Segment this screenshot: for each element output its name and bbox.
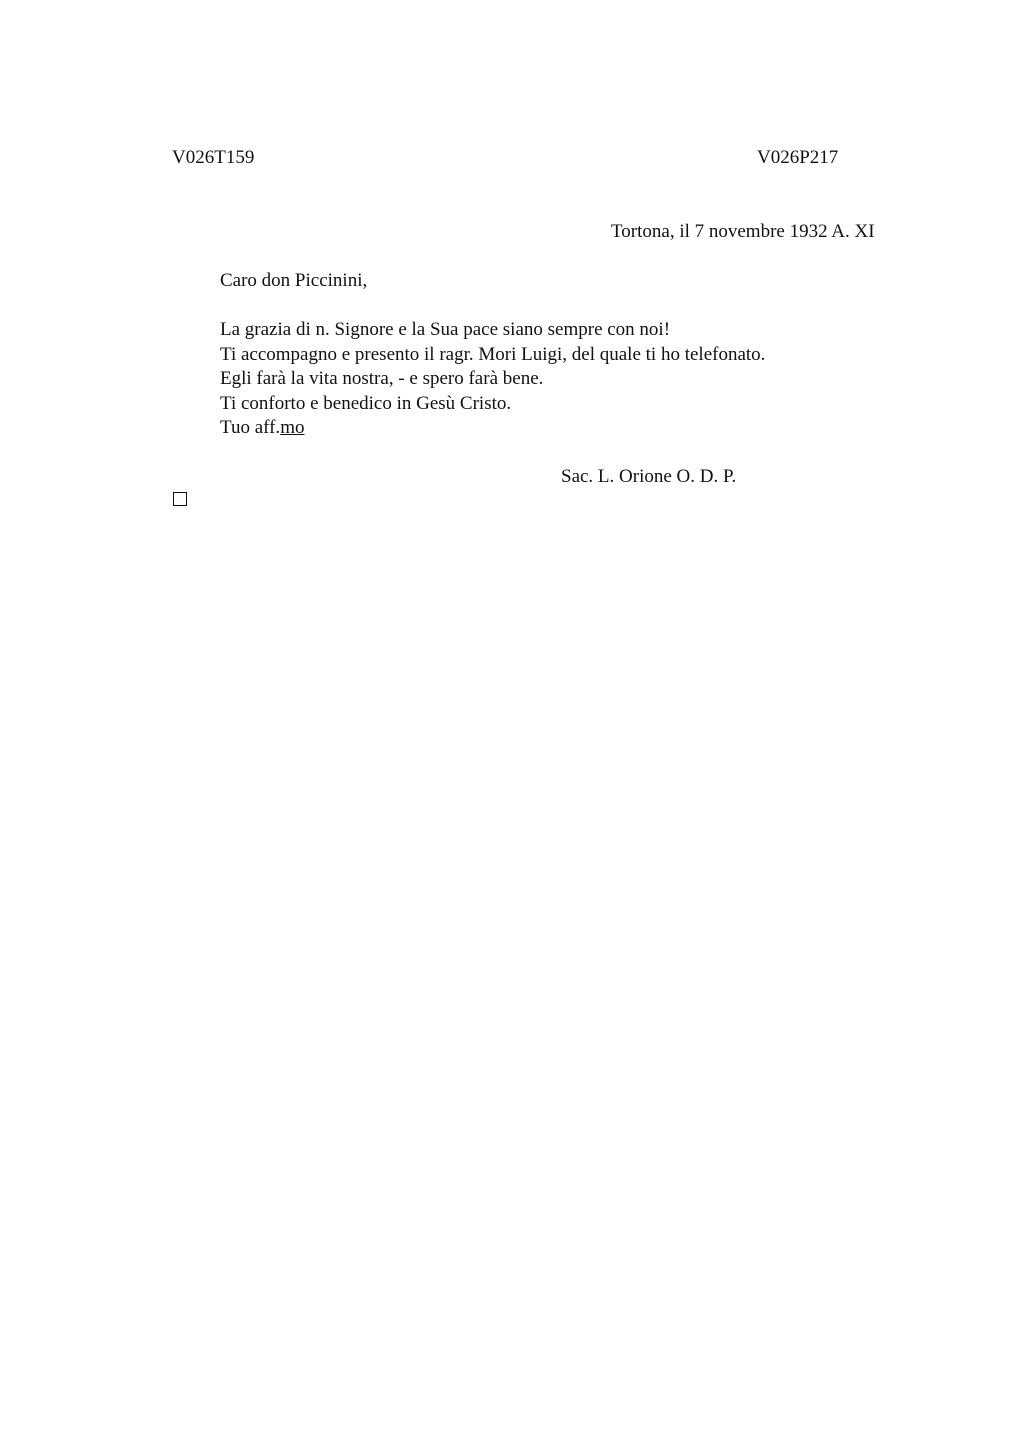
end-marker-box-icon [173, 492, 187, 506]
body-line: Ti accompagno e presento il ragr. Mori Luigi, del quale ti ho telefonato. [220, 343, 766, 365]
closing-prefix: Tuo aff. [220, 417, 281, 439]
body-line: La grazia di n. Signore e la Sua pace siano sempre con noi! [220, 319, 671, 340]
signature: Sac. L. Orione O. D. P. [561, 466, 737, 487]
date-line: Tortona, il 7 novembre 1932 A. XI [611, 221, 875, 242]
reference-code-right: V026P217 [757, 147, 839, 168]
reference-code-left: V026T159 [172, 147, 255, 168]
closing-line [220, 416, 765, 441]
body-line: Egli farà la vita nostra, - e spero farà bene. [220, 368, 544, 390]
salutation: Caro don Piccinini, [220, 270, 368, 291]
letter-body [220, 318, 765, 441]
closing-abbreviation: mo [280, 417, 305, 439]
body-line: Ti conforto e benedico in Gesù Cristo. [220, 392, 512, 414]
